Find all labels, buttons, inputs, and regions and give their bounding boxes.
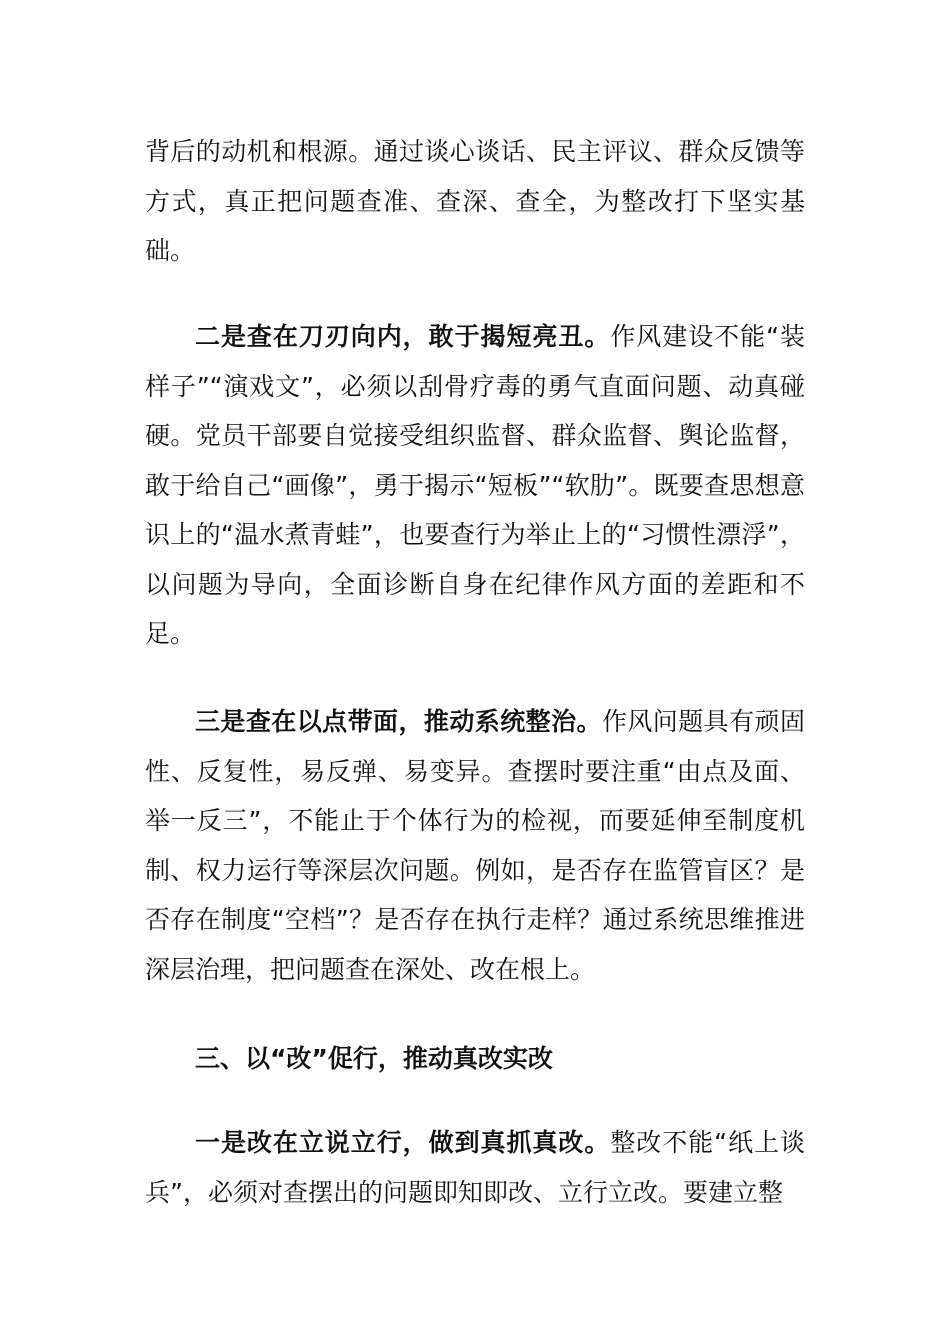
paragraph-lead: 三是查在以点带面，推动系统整治。 [195,707,602,736]
paragraph-lead: 二是查在刀刃向内，敢于揭短亮丑。 [195,322,611,351]
section-heading [145,1034,805,1084]
paragraph-lead: 一是改在立说立行，做到真抓真改。 [195,1128,611,1157]
paragraph-text: 整改不能“纸上谈兵”，必须对查摆出的问题即知即改、立行立改。要建立整 [145,1128,805,1207]
paragraph-point-two [145,312,805,659]
paragraph-point-three [145,697,805,994]
paragraph-text: 背后的动机和根源。通过谈心谈话、民主评议、群众反馈等方式，真正把问题查准、查深、查全，为整改打下坚实基础。 [145,137,805,265]
section-heading-text: 三、以“改”促行，推动真改实改 [195,1044,553,1073]
paragraph-text: 作风建设不能“装样子”“演戏文”，必须以刮骨疗毒的勇气直面问题、动真碰硬。党员干部要自觉接受组织监督、群众监督、舆论监督，敢于给自己“画像”，勇于揭示“短板”“软肋”。既要查思想意识上的“温水煮青蛙”，也要查行为举止上的“习惯性漂浮”，以问题为导向，全面诊断自身在纪律作风方面的差距和不足。 [145,322,805,648]
paragraph-text: 作风问题具有顽固性、反复性，易反弹、易变异。查摆时要注重“由点及面、举一反三”，不能止于个体行为的检视，而要延伸至制度机制、权力运行等深层次问题。例如，是否存在监管盲区？是否存在制度“空档”？是否存在执行走样？通过系统思维推进深层治理，把问题查在深处、改在根上。 [145,707,805,984]
paragraph-point-one [145,1118,805,1217]
paragraph-continuation [145,127,805,276]
